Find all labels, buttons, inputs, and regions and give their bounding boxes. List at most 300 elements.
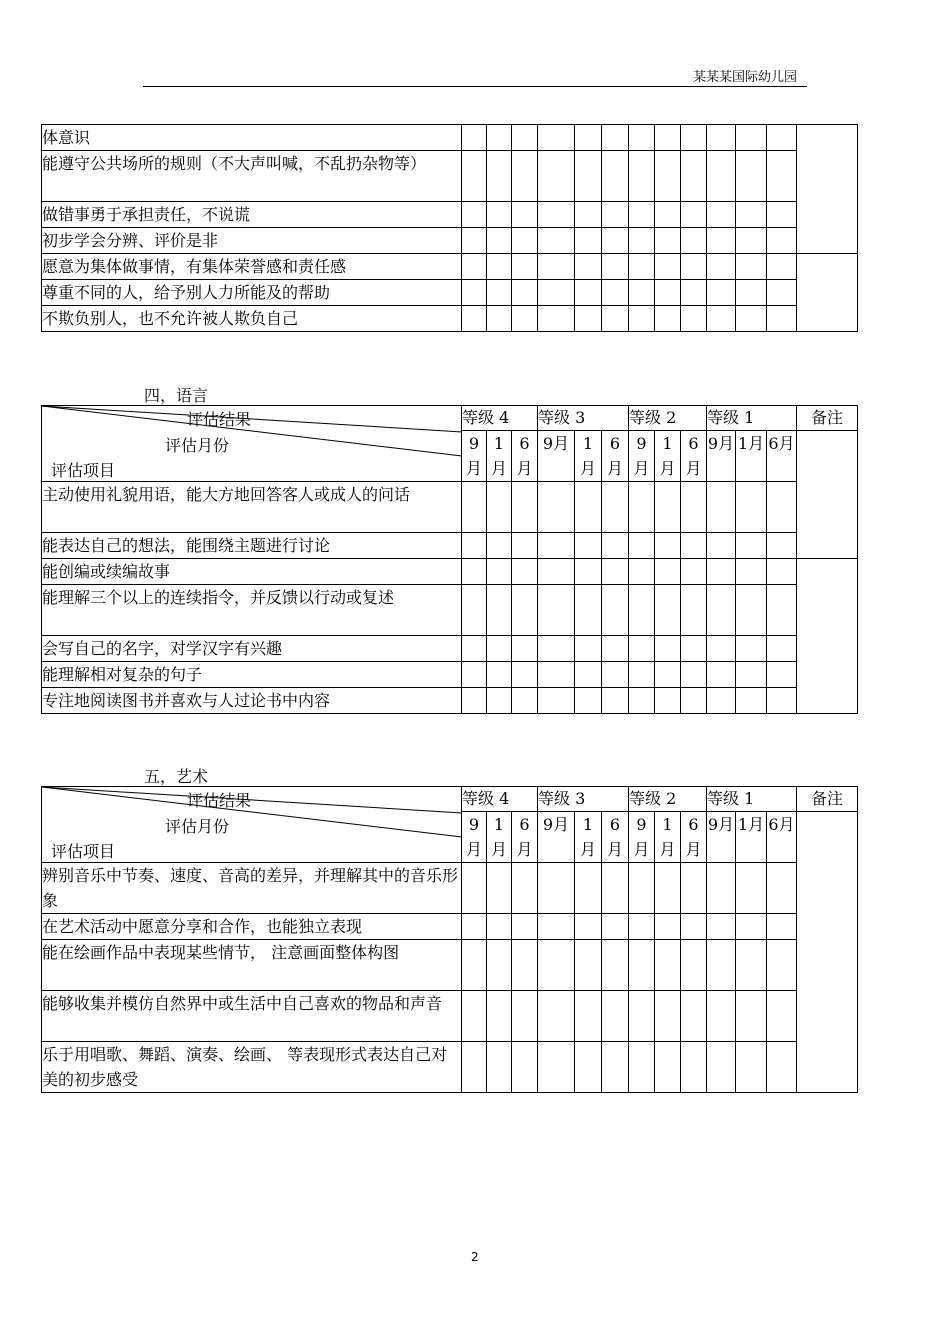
score-cell	[736, 585, 767, 636]
score-cell	[629, 228, 655, 254]
score-cell	[487, 585, 512, 636]
grade-header: 等级 3	[538, 787, 629, 812]
social-assessment-table	[41, 124, 858, 332]
score-cell	[575, 688, 602, 714]
score-cell	[736, 914, 767, 940]
month-header: 1月	[736, 812, 767, 863]
page-number: 2	[471, 1250, 479, 1264]
assessment-item: 尊重不同的人，给予别人力所能及的帮助	[42, 280, 462, 306]
score-cell	[681, 151, 707, 202]
month-header: 9月	[629, 812, 655, 863]
assessment-item: 愿意为集体做事情，有集体荣誉感和责任感	[42, 254, 462, 280]
score-cell	[707, 688, 736, 714]
score-cell	[602, 662, 629, 688]
score-cell	[681, 940, 707, 991]
score-cell	[655, 559, 681, 585]
score-cell	[736, 1042, 767, 1093]
score-cell	[538, 125, 575, 151]
note-cell	[797, 254, 858, 332]
score-cell	[707, 533, 736, 559]
score-cell	[767, 863, 797, 914]
assessment-item: 能够收集并模仿自然界中或生活中自己喜欢的物品和声音	[42, 991, 462, 1042]
score-cell	[767, 585, 797, 636]
score-cell	[707, 202, 736, 228]
score-cell	[575, 280, 602, 306]
score-cell	[681, 280, 707, 306]
score-cell	[629, 991, 655, 1042]
diagonal-header-cell	[42, 787, 462, 863]
art-assessment-table	[41, 786, 858, 1093]
score-cell	[462, 482, 487, 533]
score-cell	[767, 914, 797, 940]
score-cell	[575, 1042, 602, 1093]
assessment-item: 做错事勇于承担责任，不说谎	[42, 202, 462, 228]
score-cell	[655, 585, 681, 636]
score-cell	[538, 863, 575, 914]
score-cell	[629, 863, 655, 914]
score-cell	[736, 662, 767, 688]
score-cell	[487, 940, 512, 991]
score-cell	[462, 306, 487, 332]
grade-header: 等级 4	[462, 787, 538, 812]
score-cell	[512, 482, 538, 533]
assessment-item: 初步学会分辨、评价是非	[42, 228, 462, 254]
score-cell	[512, 940, 538, 991]
month-header: 9月	[462, 812, 487, 863]
score-cell	[487, 306, 512, 332]
month-header: 6月	[512, 812, 538, 863]
score-cell	[707, 306, 736, 332]
note-cell	[797, 125, 858, 254]
score-cell	[681, 306, 707, 332]
section5-heading: 五，艺术	[144, 767, 209, 786]
score-cell	[512, 559, 538, 585]
assessment-item: 能创编或续编故事	[42, 559, 462, 585]
score-cell	[736, 991, 767, 1042]
score-cell	[512, 125, 538, 151]
score-cell	[462, 125, 487, 151]
score-cell	[462, 202, 487, 228]
table-row	[42, 306, 858, 332]
score-cell	[512, 688, 538, 714]
score-cell	[575, 151, 602, 202]
language-assessment-table	[41, 405, 858, 714]
score-cell	[629, 940, 655, 991]
score-cell	[538, 585, 575, 636]
score-cell	[655, 280, 681, 306]
score-cell	[736, 254, 767, 280]
score-cell	[767, 482, 797, 533]
score-cell	[462, 533, 487, 559]
score-cell	[707, 940, 736, 991]
score-cell	[681, 559, 707, 585]
score-cell	[655, 863, 681, 914]
score-cell	[487, 1042, 512, 1093]
score-cell	[707, 991, 736, 1042]
score-cell	[655, 662, 681, 688]
score-cell	[655, 254, 681, 280]
score-cell	[575, 991, 602, 1042]
score-cell	[707, 559, 736, 585]
note-header: 备注	[797, 406, 858, 431]
score-cell	[462, 688, 487, 714]
score-cell	[767, 151, 797, 202]
score-cell	[736, 125, 767, 151]
month-header: 9月	[462, 431, 487, 482]
score-cell	[681, 254, 707, 280]
score-cell	[767, 228, 797, 254]
month-header: 1月	[487, 812, 512, 863]
score-cell	[655, 533, 681, 559]
month-header: 1月	[575, 812, 602, 863]
score-cell	[487, 688, 512, 714]
score-cell	[575, 636, 602, 662]
score-cell	[462, 151, 487, 202]
header-row-grades	[42, 406, 858, 431]
table-row	[42, 202, 858, 228]
score-cell	[767, 125, 797, 151]
score-cell	[629, 688, 655, 714]
score-cell	[538, 688, 575, 714]
score-cell	[462, 254, 487, 280]
score-cell	[767, 662, 797, 688]
month-header: 9月	[538, 812, 575, 863]
score-cell	[575, 863, 602, 914]
score-cell	[462, 636, 487, 662]
score-cell	[487, 636, 512, 662]
score-cell	[602, 863, 629, 914]
assessment-item: 乐于用唱歌、舞蹈、演奏、绘画、 等表现形式表达自己对美的初步感受	[42, 1042, 462, 1093]
score-cell	[512, 228, 538, 254]
score-cell	[575, 254, 602, 280]
score-cell	[487, 202, 512, 228]
score-cell	[575, 482, 602, 533]
score-cell	[655, 228, 681, 254]
score-cell	[512, 306, 538, 332]
assessment-item: 不欺负别人，也不允许被人欺负自己	[42, 306, 462, 332]
score-cell	[602, 533, 629, 559]
score-cell	[538, 482, 575, 533]
grade-header: 等级 1	[707, 406, 797, 431]
table-row	[42, 533, 858, 559]
score-cell	[538, 151, 575, 202]
grade-header: 等级 2	[629, 787, 707, 812]
score-cell	[538, 228, 575, 254]
score-cell	[575, 306, 602, 332]
table-row	[42, 863, 858, 914]
score-cell	[655, 202, 681, 228]
score-cell	[538, 636, 575, 662]
score-cell	[629, 482, 655, 533]
assessment-item: 能理解相对复杂的句子	[42, 662, 462, 688]
table-row	[42, 662, 858, 688]
score-cell	[629, 585, 655, 636]
header-result-label: 评估结果	[187, 791, 252, 810]
score-cell	[629, 559, 655, 585]
month-header: 6月	[681, 812, 707, 863]
score-cell	[655, 306, 681, 332]
assessment-item: 会写自己的名字，对学汉字有兴趣	[42, 636, 462, 662]
score-cell	[681, 533, 707, 559]
score-cell	[487, 280, 512, 306]
month-header: 9月	[707, 431, 736, 482]
score-cell	[707, 254, 736, 280]
score-cell	[767, 202, 797, 228]
score-cell	[629, 202, 655, 228]
score-cell	[655, 1042, 681, 1093]
score-cell	[487, 662, 512, 688]
assessment-item: 能遵守公共场所的规则（不大声叫喊，不乱扔杂物等）	[42, 151, 462, 202]
header-month-label: 评估月份	[165, 817, 230, 836]
score-cell	[655, 688, 681, 714]
score-cell	[736, 688, 767, 714]
header-row-grades	[42, 787, 858, 812]
score-cell	[736, 940, 767, 991]
score-cell	[767, 559, 797, 585]
score-cell	[512, 585, 538, 636]
score-cell	[602, 688, 629, 714]
score-cell	[629, 662, 655, 688]
header-item-label: 评估项目	[51, 461, 116, 480]
score-cell	[462, 559, 487, 585]
table-row	[42, 585, 858, 636]
score-cell	[602, 914, 629, 940]
score-cell	[462, 1042, 487, 1093]
score-cell	[681, 863, 707, 914]
month-header: 1月	[487, 431, 512, 482]
score-cell	[681, 228, 707, 254]
table-row	[42, 914, 858, 940]
score-cell	[767, 533, 797, 559]
score-cell	[655, 940, 681, 991]
score-cell	[487, 254, 512, 280]
header-divider	[143, 86, 807, 87]
grade-header: 等级 3	[538, 406, 629, 431]
score-cell	[575, 662, 602, 688]
score-cell	[707, 1042, 736, 1093]
table-row	[42, 125, 858, 151]
table-row	[42, 280, 858, 306]
score-cell	[681, 1042, 707, 1093]
score-cell	[767, 280, 797, 306]
score-cell	[602, 940, 629, 991]
score-cell	[602, 585, 629, 636]
score-cell	[707, 863, 736, 914]
score-cell	[707, 228, 736, 254]
score-cell	[487, 533, 512, 559]
score-cell	[487, 991, 512, 1042]
score-cell	[512, 533, 538, 559]
score-cell	[767, 940, 797, 991]
score-cell	[767, 991, 797, 1042]
month-header: 1月	[575, 431, 602, 482]
score-cell	[707, 914, 736, 940]
table-row	[42, 636, 858, 662]
score-cell	[538, 1042, 575, 1093]
score-cell	[681, 636, 707, 662]
score-cell	[629, 151, 655, 202]
month-header: 6月	[767, 812, 797, 863]
score-cell	[681, 202, 707, 228]
header-school-name: 某某某国际幼儿园	[693, 70, 798, 85]
score-cell	[681, 482, 707, 533]
score-cell	[538, 559, 575, 585]
score-cell	[487, 482, 512, 533]
score-cell	[736, 482, 767, 533]
score-cell	[575, 202, 602, 228]
score-cell	[736, 306, 767, 332]
score-cell	[681, 585, 707, 636]
month-header: 6月	[602, 431, 629, 482]
grade-header: 等级 1	[707, 787, 797, 812]
assessment-item: 能在绘画作品中表现某些情节， 注意画面整体构图	[42, 940, 462, 991]
score-cell	[602, 254, 629, 280]
assessment-item: 体意识	[42, 125, 462, 151]
table-row	[42, 151, 858, 202]
score-cell	[487, 863, 512, 914]
score-cell	[602, 202, 629, 228]
month-header: 9月	[707, 812, 736, 863]
score-cell	[462, 280, 487, 306]
score-cell	[767, 1042, 797, 1093]
table-row	[42, 254, 858, 280]
note-cell	[797, 812, 858, 1093]
score-cell	[767, 306, 797, 332]
note-cell	[797, 431, 858, 559]
score-cell	[602, 151, 629, 202]
score-cell	[538, 991, 575, 1042]
score-cell	[538, 940, 575, 991]
assessment-item: 在艺术活动中愿意分享和合作，也能独立表现	[42, 914, 462, 940]
score-cell	[767, 688, 797, 714]
header-item-label: 评估项目	[51, 842, 116, 861]
score-cell	[629, 306, 655, 332]
score-cell	[512, 202, 538, 228]
score-cell	[538, 662, 575, 688]
assessment-item: 能理解三个以上的连续指令，并反馈以行动或复述	[42, 585, 462, 636]
note-header: 备注	[797, 787, 858, 812]
score-cell	[575, 533, 602, 559]
score-cell	[487, 125, 512, 151]
score-cell	[602, 991, 629, 1042]
score-cell	[707, 636, 736, 662]
score-cell	[629, 125, 655, 151]
month-header: 6月	[602, 812, 629, 863]
score-cell	[512, 863, 538, 914]
header-month-label: 评估月份	[165, 436, 230, 455]
score-cell	[681, 125, 707, 151]
score-cell	[655, 125, 681, 151]
score-cell	[629, 280, 655, 306]
score-cell	[602, 306, 629, 332]
score-cell	[538, 202, 575, 228]
score-cell	[487, 151, 512, 202]
grade-header: 等级 4	[462, 406, 538, 431]
score-cell	[512, 636, 538, 662]
table-row	[42, 559, 858, 585]
score-cell	[487, 228, 512, 254]
score-cell	[707, 662, 736, 688]
score-cell	[681, 688, 707, 714]
score-cell	[462, 914, 487, 940]
score-cell	[655, 914, 681, 940]
score-cell	[512, 254, 538, 280]
score-cell	[575, 228, 602, 254]
assessment-item: 主动使用礼貌用语，能大方地回答客人或成人的问话	[42, 482, 462, 533]
score-cell	[602, 228, 629, 254]
assessment-item: 辨别音乐中节奏、速度、音高的差异，并理解其中的音乐形象	[42, 863, 462, 914]
score-cell	[629, 636, 655, 662]
score-cell	[602, 482, 629, 533]
score-cell	[736, 280, 767, 306]
score-cell	[462, 940, 487, 991]
score-cell	[512, 662, 538, 688]
score-cell	[575, 585, 602, 636]
score-cell	[681, 662, 707, 688]
score-cell	[736, 151, 767, 202]
score-cell	[707, 151, 736, 202]
score-cell	[602, 280, 629, 306]
score-cell	[575, 940, 602, 991]
diagonal-header-cell	[42, 406, 462, 482]
score-cell	[487, 914, 512, 940]
month-header: 1月	[655, 431, 681, 482]
score-cell	[629, 914, 655, 940]
table-row	[42, 482, 858, 533]
header-result-label: 评估结果	[187, 410, 252, 429]
score-cell	[538, 914, 575, 940]
score-cell	[736, 228, 767, 254]
score-cell	[736, 559, 767, 585]
month-header: 6月	[512, 431, 538, 482]
score-cell	[602, 559, 629, 585]
score-cell	[629, 1042, 655, 1093]
note-cell	[797, 559, 858, 714]
score-cell	[538, 254, 575, 280]
score-cell	[512, 991, 538, 1042]
score-cell	[575, 559, 602, 585]
score-cell	[707, 482, 736, 533]
score-cell	[462, 228, 487, 254]
month-header: 9月	[538, 431, 575, 482]
score-cell	[462, 991, 487, 1042]
section4-heading: 四，语言	[144, 386, 209, 405]
score-cell	[602, 636, 629, 662]
score-cell	[602, 125, 629, 151]
score-cell	[512, 914, 538, 940]
score-cell	[487, 559, 512, 585]
score-cell	[655, 151, 681, 202]
score-cell	[629, 254, 655, 280]
table-row	[42, 228, 858, 254]
score-cell	[736, 636, 767, 662]
table-row	[42, 1042, 858, 1093]
assessment-item: 专注地阅读图书并喜欢与人过论书中内容	[42, 688, 462, 714]
score-cell	[629, 533, 655, 559]
month-header: 6月	[681, 431, 707, 482]
month-header: 1月	[655, 812, 681, 863]
score-cell	[681, 991, 707, 1042]
month-header: 9月	[629, 431, 655, 482]
score-cell	[736, 202, 767, 228]
table-row	[42, 991, 858, 1042]
table-row	[42, 940, 858, 991]
table-row	[42, 688, 858, 714]
month-header: 6月	[767, 431, 797, 482]
month-header: 1月	[736, 431, 767, 482]
score-cell	[736, 863, 767, 914]
score-cell	[707, 280, 736, 306]
